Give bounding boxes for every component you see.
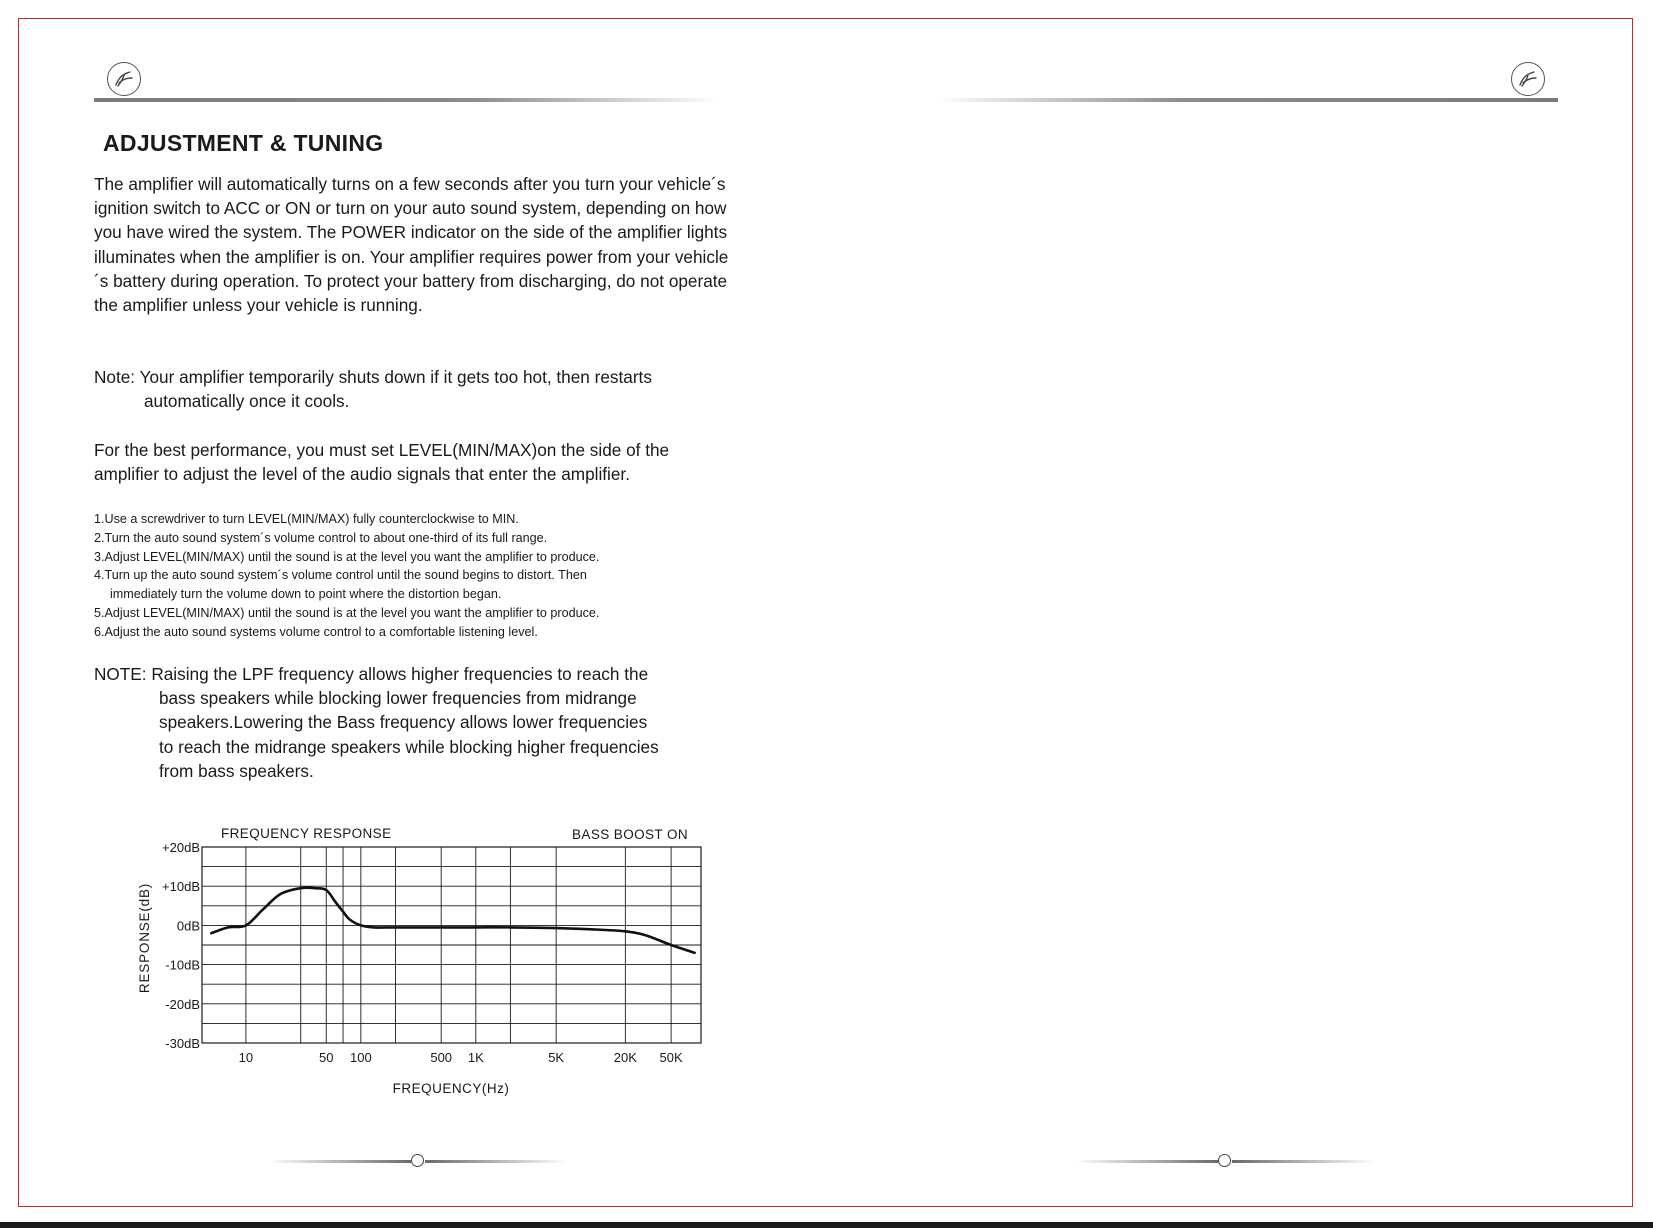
brand-logo-icon (107, 62, 141, 96)
step-item: 5.Adjust LEVEL(MIN/MAX) until the sound is at the level you want the amplifier to produce. (94, 605, 600, 620)
note-label: Note: (94, 367, 136, 387)
header-rule-right (938, 98, 1558, 102)
brand-logo-icon (1511, 62, 1545, 96)
chart-x-tick-label: 20K (613, 1050, 637, 1065)
frequency-response-chart (130, 820, 730, 1100)
chart-x-tick-label: 5K (548, 1050, 565, 1065)
chart-x-tick-label: 1K (467, 1050, 484, 1065)
header-rule-left (94, 98, 719, 102)
step-item: 4.Turn up the auto sound system´s volume control until the sound begins to distort. Then (94, 568, 587, 583)
best-performance-paragraph: For the best performance, you must set LEVEL(MIN/MAX)on the side of the amplifier to adjust the level of the audio signals that enter the amplifier. (94, 440, 670, 485)
chart-y-tick-label: -20dB (165, 996, 200, 1012)
chart-y-axis-label: RESPONSE(dB) (137, 882, 152, 994)
chart-title: FREQUENCY RESPONSE (221, 826, 392, 841)
chart-response-curve (211, 888, 694, 953)
chart-x-tick-label: 500 (430, 1050, 453, 1065)
bottom-edge-strip (0, 1222, 1653, 1228)
step-item: 1.Use a screwdriver to turn LEVEL(MIN/MAX) fully counterclockwise to MIN. (94, 512, 519, 526)
chart-x-tick-label: 50 (319, 1050, 334, 1065)
note-text-line: Raising the LPF frequency allows higher frequencies to reach the (151, 664, 649, 684)
note-text-line: automatically once it cools. (144, 391, 350, 412)
note-text-line: to reach the midrange speakers while blocking higher frequencies (159, 736, 659, 757)
note-text-line: bass speakers while blocking lower frequencies from midrange (159, 688, 637, 709)
chart-y-tick-label: -10dB (165, 957, 200, 973)
note-lpf (94, 662, 734, 783)
note-text-line: from bass speakers. (159, 760, 314, 781)
note-text-line: speakers.Lowering the Bass frequency allows lower frequencies (159, 712, 648, 733)
step-item: 6.Adjust the auto sound systems volume control to a comfortable listening level. (94, 624, 538, 639)
page-marker-icon (411, 1154, 424, 1167)
chart-subtitle: BASS BOOST ON (572, 827, 688, 842)
chart-x-tick-label: 50K (659, 1050, 683, 1065)
chart-y-tick-label: -30dB (165, 1036, 200, 1051)
step-item-continuation: immediately turn the volume down to point where the distortion began. (110, 587, 502, 602)
page-title: ADJUSTMENT & TUNING (103, 130, 384, 156)
intro-paragraph: The amplifier will automatically turns on a few seconds after you turn your vehicle´s ignition switch to ACC or ON or turn on your auto sound system, depending on how you have wired the system. The POWER indicator on the side of the amplifier lights illuminates when the amplifier is on. Your amplifier requires power from your vehicle´s battery during operation. To protect your battery from discharging, do not operate the amplifier unless your vehicle is running. (94, 174, 729, 316)
chart-y-tick-label: 0dB (176, 918, 200, 934)
chart-y-tick-label: +10dB (162, 879, 200, 895)
footer-ornament-right (1075, 1154, 1375, 1168)
chart-series (211, 888, 694, 953)
chart-x-axis-label: FREQUENCY(Hz) (392, 1081, 510, 1096)
footer-ornament-left (268, 1154, 568, 1168)
chart-x-tick-label: 100 (350, 1050, 372, 1065)
step-item: 2.Turn the auto sound system´s volume control to about one-third of its full range. (94, 530, 548, 545)
steps-list (94, 510, 734, 642)
chart-x-tick-label: 10 (238, 1050, 254, 1065)
note-text-line: Your amplifier temporarily shuts down if it gets too hot, then restarts (139, 367, 652, 387)
note-label: NOTE: (94, 664, 147, 684)
chart-grid (202, 847, 701, 1043)
chart-y-tick-label: +20dB (162, 840, 200, 855)
page-marker-icon (1218, 1154, 1231, 1167)
note-overheat (94, 365, 734, 413)
step-item: 3.Adjust LEVEL(MIN/MAX) until the sound is at the level you want the amplifier to produce. (94, 549, 600, 564)
